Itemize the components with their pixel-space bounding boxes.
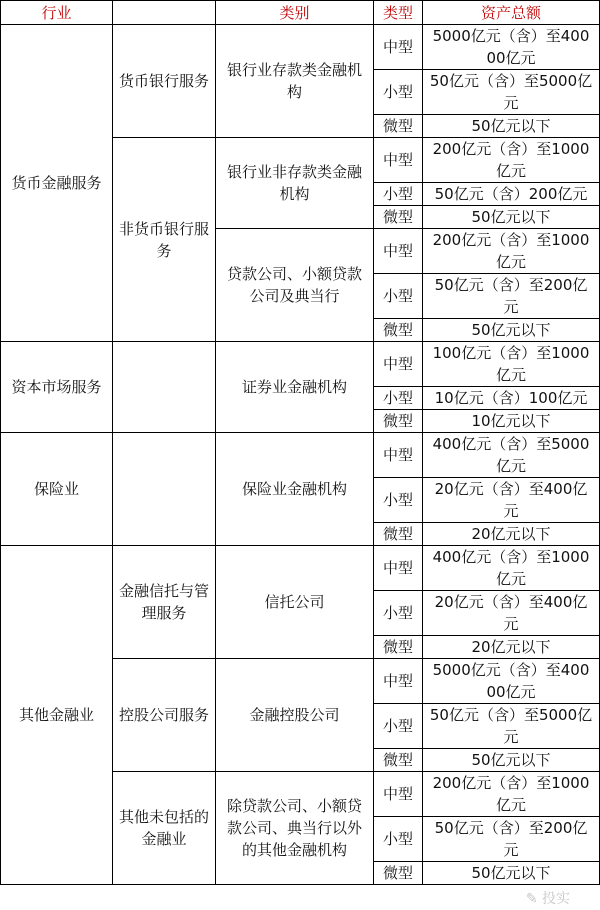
subindustry-cell: 金融信托与管理服务 [113,546,216,659]
subindustry-cell: 非货币银行服务 [113,138,216,342]
threshold-cell: 50亿元（含）至5000亿元 [423,704,600,749]
size-cell: 微型 [374,410,423,433]
threshold-cell: 50亿元以下 [423,319,600,342]
table-row [1,433,600,478]
threshold-cell: 50亿元以下 [423,206,600,229]
watermark-text: 投实 [542,891,570,907]
size-cell: 微型 [374,636,423,659]
size-cell: 小型 [374,387,423,410]
size-cell: 微型 [374,319,423,342]
size-cell: 小型 [374,817,423,862]
size-cell: 微型 [374,749,423,772]
category-cell: 证券业金融机构 [216,342,374,433]
threshold-cell: 200亿元（含）至1000亿元 [423,772,600,817]
threshold-cell: 50亿元以下 [423,115,600,138]
threshold-cell: 10亿元以下 [423,410,600,433]
threshold-cell: 50亿元（含）至200亿元 [423,274,600,319]
threshold-cell: 10亿元（含）100亿元 [423,387,600,410]
table-row [1,546,600,591]
size-cell: 小型 [374,274,423,319]
size-cell: 中型 [374,546,423,591]
threshold-cell: 20亿元（含）至400亿元 [423,591,600,636]
size-cell: 微型 [374,523,423,546]
industry-cell: 保险业 [1,433,113,546]
size-cell: 微型 [374,115,423,138]
size-cell: 小型 [374,704,423,749]
threshold-cell: 200亿元（含）至1000亿元 [423,229,600,274]
threshold-cell: 200亿元（含）至1000亿元 [423,138,600,183]
subindustry-blank [113,433,216,546]
header-type: 类型 [374,1,423,25]
threshold-cell: 20亿元（含）至400亿元 [423,478,600,523]
subindustry-cell: 其他未包括的金融业 [113,772,216,885]
watermark-logo-icon: ✎ [525,891,542,907]
subindustry-blank [113,342,216,433]
threshold-cell: 5000亿元（含）至40000亿元 [423,659,600,704]
header-row [1,1,600,25]
header-industry: 行业 [1,1,113,25]
size-cell: 小型 [374,183,423,206]
size-cell: 小型 [374,70,423,115]
category-cell: 保险业金融机构 [216,433,374,546]
size-cell: 中型 [374,772,423,817]
threshold-cell: 100亿元（含）至1000亿元 [423,342,600,387]
size-cell: 中型 [374,229,423,274]
size-cell: 微型 [374,206,423,229]
size-cell: 中型 [374,433,423,478]
category-cell: 银行业非存款类金融机构 [216,138,374,229]
threshold-cell: 20亿元以下 [423,636,600,659]
size-cell: 中型 [374,342,423,387]
watermark [526,888,570,908]
industry-cell: 其他金融业 [1,546,113,885]
header-category: 类别 [216,1,374,25]
size-cell: 中型 [374,659,423,704]
threshold-cell: 20亿元以下 [423,523,600,546]
size-cell: 中型 [374,25,423,70]
industry-cell: 资本市场服务 [1,342,113,433]
threshold-cell: 50亿元（含）至200亿元 [423,817,600,862]
size-cell: 小型 [374,591,423,636]
size-cell: 小型 [374,478,423,523]
category-cell: 除贷款公司、小额贷款公司、典当行以外的其他金融机构 [216,772,374,885]
header-assets: 资产总额 [423,1,600,25]
threshold-cell: 5000亿元（含）至40000亿元 [423,25,600,70]
threshold-cell: 50亿元以下 [423,749,600,772]
table-row [1,25,600,70]
subindustry-cell: 控股公司服务 [113,659,216,772]
industry-cell: 货币金融服务 [1,25,113,342]
subindustry-cell: 货币银行服务 [113,25,216,138]
threshold-cell: 400亿元（含）至5000亿元 [423,433,600,478]
category-cell: 银行业存款类金融机构 [216,25,374,138]
category-cell: 贷款公司、小额贷款公司及典当行 [216,229,374,342]
threshold-cell: 50亿元（含）200亿元 [423,183,600,206]
category-cell: 金融控股公司 [216,659,374,772]
category-cell: 信托公司 [216,546,374,659]
size-cell: 微型 [374,862,423,885]
size-cell: 中型 [374,138,423,183]
table-row [1,342,600,387]
header-blank [113,1,216,25]
threshold-cell: 50亿元（含）至5000亿元 [423,70,600,115]
threshold-cell: 400亿元（含）至1000亿元 [423,546,600,591]
threshold-cell: 50亿元以下 [423,862,600,885]
